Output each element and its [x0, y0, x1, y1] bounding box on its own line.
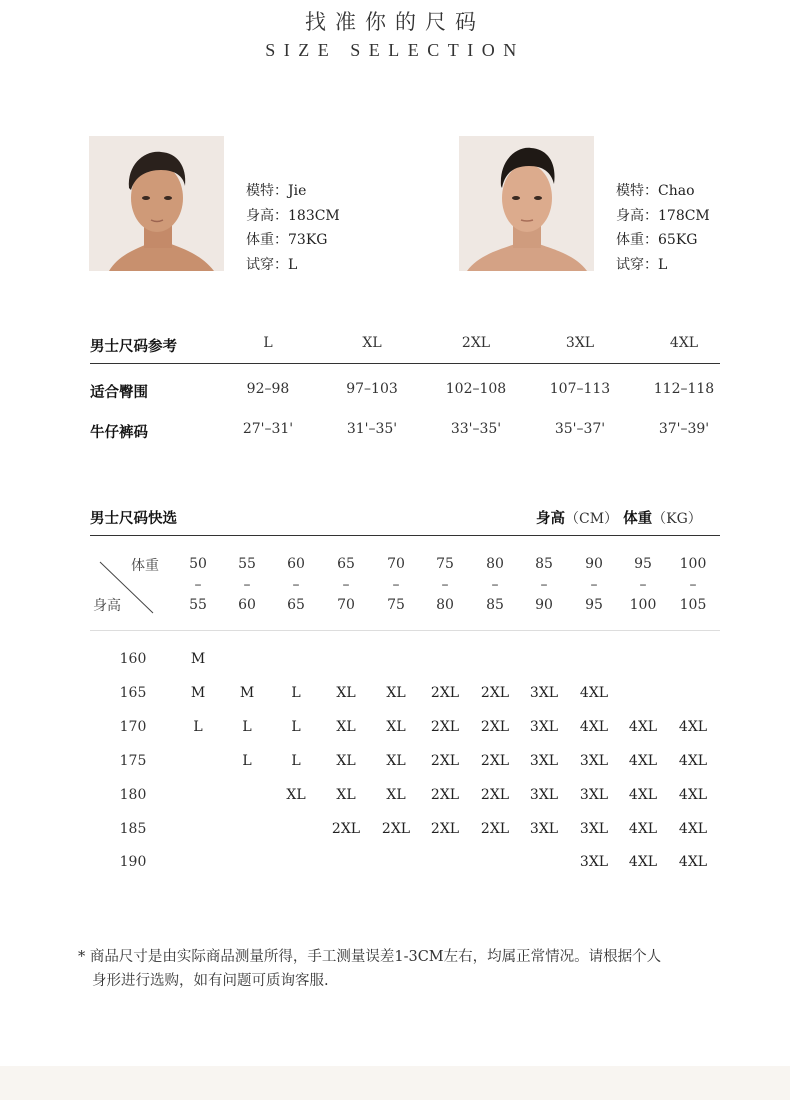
size-cell: 3XL [529, 787, 559, 803]
weight-range-sep: – [441, 576, 449, 593]
footer-band [0, 1066, 790, 1100]
model-height: 身高：183CM [246, 207, 340, 224]
corner-height-label: 身高 [93, 598, 121, 614]
row-value: 102–108 [445, 381, 507, 397]
weight-range-sep: – [540, 576, 548, 593]
weight-range-col [574, 554, 614, 616]
note-line-2: 身形进行选购，如有问题可质询客服. [92, 973, 329, 989]
weight-range-from: 75 [436, 556, 454, 572]
weight-range-from: 85 [535, 556, 553, 572]
size-cell: 3XL [579, 753, 609, 769]
weight-range-sep: – [342, 576, 350, 593]
weight-range-to: 55 [189, 597, 207, 613]
size-cell: 4XL [579, 685, 609, 701]
height-row-label: 180 [119, 787, 147, 803]
weight-range-col [227, 554, 267, 616]
size-cell: 2XL [430, 821, 460, 837]
divider [90, 363, 720, 364]
size-cell: 3XL [529, 753, 559, 769]
height-row-label: 170 [119, 719, 147, 735]
size-reference-title: 男士尺码参考 [90, 339, 177, 355]
row-value: 92–98 [246, 381, 290, 397]
size-cell: 2XL [430, 753, 460, 769]
weight-range-from: 90 [585, 556, 603, 572]
weight-range-col [673, 554, 713, 616]
model-info [246, 179, 416, 277]
size-cell: L [291, 753, 301, 769]
size-cell: 4XL [628, 753, 658, 769]
size-cell: 3XL [579, 821, 609, 837]
size-cell: 4XL [628, 719, 658, 735]
model-fit-size: 试穿：L [246, 256, 298, 273]
size-cell: XL [336, 719, 356, 735]
weight-range-to: 65 [287, 597, 305, 613]
size-cell: 4XL [678, 854, 708, 870]
weight-range-to: 90 [535, 597, 553, 613]
size-cell: M [190, 685, 206, 701]
row-value: 31'–35' [346, 421, 398, 437]
weight-range-col [376, 554, 416, 616]
row-value: 97–103 [346, 381, 398, 397]
weight-range-sep: – [243, 576, 251, 593]
model-height: 身高：178CM [616, 207, 710, 224]
weight-range-col [326, 554, 366, 616]
page-title-cn: 找准你的尺码 [305, 10, 485, 34]
size-reference-row-hip [90, 381, 720, 405]
height-row-label: 185 [119, 821, 147, 837]
size-cell: L [242, 753, 252, 769]
size-cell: 2XL [480, 787, 510, 803]
row-value: 112–118 [653, 381, 715, 397]
row-value: 33'–35' [450, 421, 502, 437]
size-reference-row-jeans [90, 421, 720, 445]
size-label: L [263, 335, 273, 351]
size-cell: 2XL [331, 821, 361, 837]
size-cell: L [291, 685, 301, 701]
size-cell: L [242, 719, 252, 735]
size-cell: 2XL [480, 719, 510, 735]
weight-range-to: 60 [238, 597, 256, 613]
model-info [616, 179, 786, 277]
row-value: 37'–39' [658, 421, 710, 437]
weight-range-to: 80 [436, 597, 454, 613]
weight-range-col [178, 554, 218, 616]
weight-unit-label: 体重 [623, 511, 653, 527]
weight-range-sep: – [491, 576, 499, 593]
size-cell: XL [336, 753, 356, 769]
size-label: 3XL [565, 335, 595, 351]
row-value: 107–113 [549, 381, 611, 397]
page-title-en: SIZE SELECTION [265, 40, 525, 60]
model-photo [89, 136, 224, 271]
quick-select-units [536, 507, 702, 528]
size-cell: 2XL [480, 821, 510, 837]
weight-range-sep: – [689, 576, 697, 593]
model-weight: 体重：65KG [616, 232, 698, 248]
weight-range-from: 50 [189, 556, 207, 572]
divider [90, 630, 720, 631]
size-cell: 4XL [678, 753, 708, 769]
size-cell: 3XL [579, 854, 609, 870]
model-weight: 体重：73KG [246, 232, 328, 248]
height-unit-label: 身高 [536, 511, 565, 527]
size-cell: XL [336, 787, 356, 803]
note-line-1: * 商品尺寸是由实际商品测量所得，手工测量误差1-3CM左右，均属正常情况。请根据个人 [78, 949, 662, 965]
weight-range-sep: – [194, 576, 202, 593]
row-label: 适合臀围 [90, 385, 148, 401]
weight-range-col [276, 554, 316, 616]
weight-range-to: 75 [387, 597, 405, 613]
size-cell: XL [386, 719, 406, 735]
weight-range-from: 60 [287, 556, 305, 572]
model-fit-size: 试穿：L [616, 256, 668, 273]
row-label: 牛仔裤码 [90, 425, 148, 441]
model-photo [459, 136, 594, 271]
size-label: 2XL [461, 335, 491, 351]
size-cell: 4XL [628, 854, 658, 870]
size-cell: 4XL [579, 719, 609, 735]
quick-select-title: 男士尺码快选 [90, 511, 177, 527]
weight-range-from: 70 [387, 556, 405, 572]
divider [90, 535, 720, 536]
size-label: XL [362, 335, 382, 351]
corner-weight-label: 体重 [131, 558, 159, 574]
size-cell: 4XL [678, 787, 708, 803]
size-cell: M [190, 651, 206, 667]
weight-range-col [623, 554, 663, 616]
weight-range-from: 100 [679, 556, 707, 572]
weight-range-to: 85 [486, 597, 504, 613]
size-cell: XL [336, 685, 356, 701]
weight-range-sep: – [392, 576, 400, 593]
size-cell: 2XL [381, 821, 411, 837]
weight-range-from: 80 [486, 556, 504, 572]
size-cell: 2XL [480, 753, 510, 769]
height-row-label: 165 [119, 685, 147, 701]
weight-range-col [425, 554, 465, 616]
weight-range-sep: – [639, 576, 647, 593]
weight-range-from: 65 [337, 556, 355, 572]
size-reference-header [90, 335, 720, 359]
weight-range-to: 70 [337, 597, 355, 613]
size-cell: 4XL [678, 719, 708, 735]
model-portrait-image [89, 136, 224, 271]
weight-range-sep: – [292, 576, 300, 593]
height-row-label: 190 [119, 854, 147, 870]
size-cell: M [239, 685, 255, 701]
weight-unit: （KG） [652, 511, 702, 527]
size-cell: 3XL [579, 787, 609, 803]
row-value: 35'–37' [554, 421, 606, 437]
size-cell: 3XL [529, 821, 559, 837]
size-cell: XL [386, 787, 406, 803]
weight-range-to: 95 [585, 597, 603, 613]
model-portrait-image [459, 136, 594, 271]
model-name: 模特：Jie [246, 183, 307, 199]
height-row-label: 175 [119, 753, 147, 769]
size-cell: XL [286, 787, 306, 803]
size-cell: 2XL [430, 719, 460, 735]
size-cell: 4XL [678, 821, 708, 837]
size-cell: 4XL [628, 821, 658, 837]
size-cell: XL [386, 685, 406, 701]
size-cell: 2XL [480, 685, 510, 701]
height-row-label: 160 [119, 651, 147, 667]
weight-range-from: 95 [634, 556, 652, 572]
measurement-note [78, 945, 728, 993]
weight-range-to: 100 [629, 597, 657, 613]
height-unit: （CM） [565, 511, 619, 527]
weight-range-col [524, 554, 564, 616]
size-cell: L [193, 719, 203, 735]
model-name: 模特：Chao [616, 183, 695, 199]
size-cell: 3XL [529, 719, 559, 735]
weight-range-to: 105 [679, 597, 707, 613]
size-cell: 4XL [628, 787, 658, 803]
size-cell: 3XL [529, 685, 559, 701]
row-value: 27'–31' [242, 421, 294, 437]
size-cell: XL [386, 753, 406, 769]
weight-range-sep: – [590, 576, 598, 593]
size-cell: L [291, 719, 301, 735]
size-cell: 2XL [430, 787, 460, 803]
weight-range-from: 55 [238, 556, 256, 572]
size-cell: 2XL [430, 685, 460, 701]
size-label: 4XL [669, 335, 699, 351]
weight-range-col [475, 554, 515, 616]
